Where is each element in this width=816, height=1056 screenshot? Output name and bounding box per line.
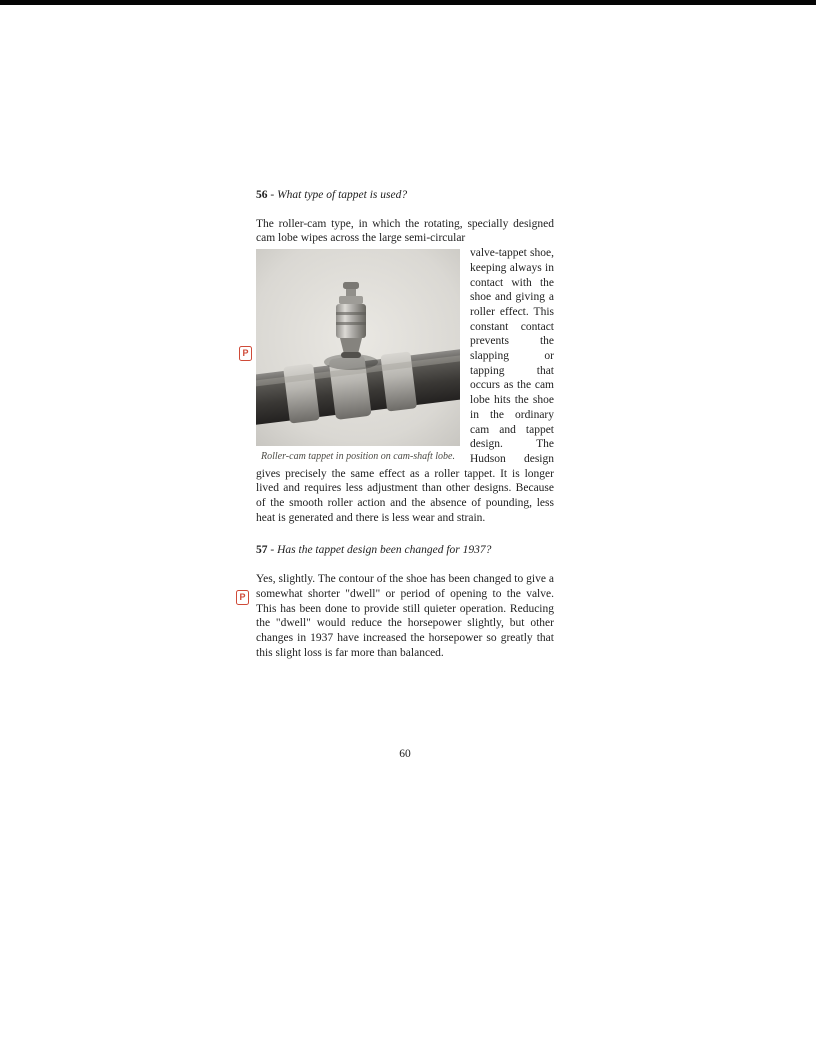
question-57-heading	[256, 543, 554, 558]
answer-56-continuation-text: the same effect as a roller tappet. It is longer lived and requires less adjustment than other designs. Because of the smooth roller action and the absence of pounding, less heat is generated and there is less wear and strain.	[256, 467, 554, 524]
answer-57-paragraph: Yes, slightly. The contour of the shoe has been changed to give a somewhat shorter "dwell" or period of opening to the valve. This has been done to provide still quieter operation. Reducing the "dwell" would reduce the horsepower slightly, but other changes in 1937 have increased the horsepower so greatly that this slight loss is far more than balanced.	[256, 573, 554, 659]
page-number: 60	[399, 748, 411, 760]
rollercam-tappet-photo	[256, 249, 460, 446]
annotation-marker-p-1[interactable]: P	[239, 346, 252, 361]
question-56-text: What type of tappet is used?	[277, 189, 408, 201]
answer-56-wrap-text: valve-tappet shoe, keeping always in contact with the shoe and giving a roller effect. This constant contact prevents the slapping or tapping that occurs as the cam lobe hits the shoe in the ordinary cam and tappet design. The Hudson design gives precisely	[256, 247, 554, 480]
question-57-separator: -	[270, 544, 275, 557]
question-56-heading	[256, 188, 554, 203]
annotation-marker-p-2[interactable]: P	[236, 590, 249, 605]
answer-56-body-paragraph	[256, 246, 554, 525]
rollercam-tappet-figure	[256, 249, 460, 464]
question-56-number: 56	[256, 189, 268, 201]
page-content	[256, 188, 554, 660]
figure-caption: Roller-cam tappet in position on cam-shaft lobe.	[261, 451, 455, 463]
question-56-separator: -	[270, 189, 275, 201]
question-57-number: 57	[256, 544, 268, 557]
question-57-text: Has the tappet design been changed for 1937?	[277, 544, 492, 557]
answer-56-intro-paragraph: The roller-cam type, in which the rotating, specially designed cam lobe wipes across the large semi-circular	[256, 217, 554, 245]
scan-edge-top	[0, 0, 816, 5]
